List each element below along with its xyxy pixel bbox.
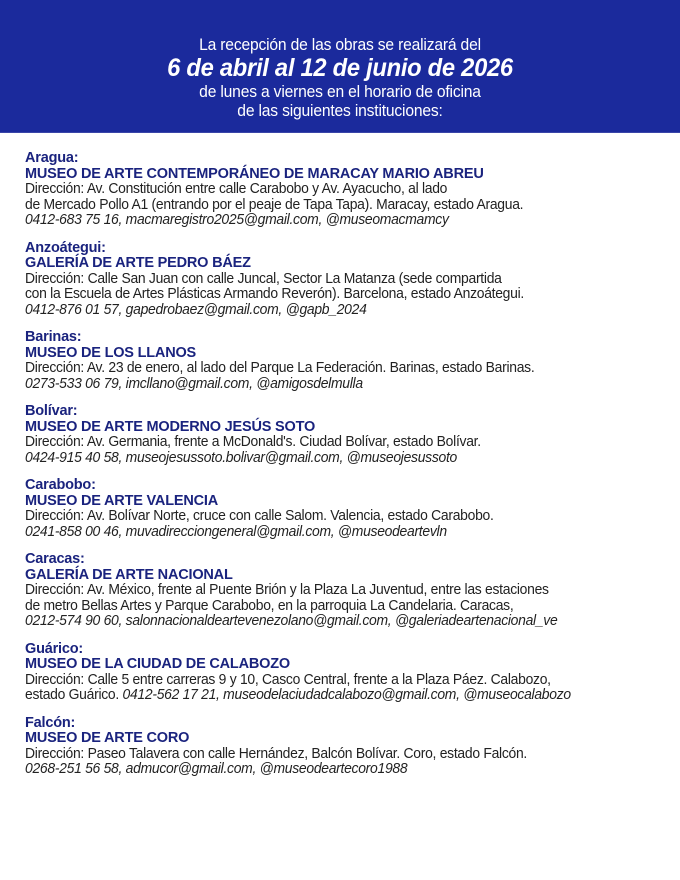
address: [25, 583, 654, 614]
contact-info: 0412-683 75 16, macmaregistro2025@gmail.com, @museomacmamcy: [25, 212, 449, 228]
address: [25, 509, 654, 525]
address-line: con la Escuela de Artes Plásticas Armando Reverón). Barcelona, estado Anzoátegui.: [25, 286, 524, 302]
contact-info: 0412-562 17 21, museodelaciudadcalabozo@gmail.com, @museocalabozo: [122, 687, 571, 703]
address: [25, 435, 654, 451]
institution-name: MUSEO DE LOS LLANOS: [25, 344, 197, 361]
address: [25, 182, 654, 213]
institution-name: MUSEO DE LA CIUDAD DE CALABOZO: [25, 656, 290, 672]
address-line: de Mercado Pollo A1 (entrando por el peaje de Tapa Tapa). Maracay, estado Aragua.: [25, 196, 524, 213]
state-label: Barinas:: [25, 329, 82, 345]
schedule-line: de lunes a viernes en el horario de oficina: [199, 82, 481, 101]
institution-entry-aragua: [25, 151, 680, 229]
contact-info: 0412-876 01 57, gapedrobaez@gmail.com, @gapb_2024: [25, 301, 367, 318]
institution-name: MUSEO DE ARTE MODERNO JESÚS SOTO: [25, 418, 316, 435]
institutions-intro: de las siguientes instituciones:: [237, 101, 443, 120]
state-label: Aragua:: [25, 150, 79, 166]
address-line: Dirección: Av. Germania, frente a McDonald's. Ciudad Bolívar, estado Bolívar.: [25, 434, 481, 450]
institution-entry-anzoategui: [25, 241, 680, 319]
address-line: Dirección: Av. Constitución entre calle Carabobo y Av. Ayacucho, al lado: [25, 181, 448, 197]
state-label: Guárico:: [25, 640, 84, 657]
address: [25, 361, 654, 377]
institution-name: MUSEO DE ARTE CONTEMPORÁNEO DE MARACAY MARIO ABREU: [25, 165, 484, 182]
state-label: Carabobo:: [25, 477, 96, 493]
institution-entry-bolivar: [25, 404, 680, 466]
address: [25, 673, 654, 704]
institution-entry-falcon: [25, 716, 680, 778]
institution-name: GALERÍA DE ARTE NACIONAL: [25, 566, 233, 583]
address-line: Dirección: Paseo Talavera con calle Hernández, Balcón Bolívar. Coro, estado Falcón.: [25, 745, 528, 762]
contact-info: 0212-574 90 60, salonnacionaldeartevenezolano@gmail.com, @galeriadeartenacional_ve: [25, 613, 558, 629]
state-label: Falcón:: [25, 714, 76, 731]
address-line: Dirección: Av. 23 de enero, al lado del Parque La Federación. Barinas, estado Barinas.: [25, 360, 535, 376]
state-label: Anzoátegui:: [25, 239, 106, 256]
intro-line: La recepción de las obras se realizará del: [199, 35, 481, 54]
address-line: Dirección: Calle San Juan con calle Juncal, Sector La Matanza (sede compartida: [25, 270, 502, 287]
state-label: Bolívar:: [25, 403, 78, 419]
address: [25, 272, 654, 303]
address-tail: estado Guárico.: [25, 687, 123, 703]
institution-entry-guarico: [25, 642, 680, 704]
contact-info: 0268-251 56 58, admucor@gmail.com, @museodeartecoro1988: [25, 761, 408, 777]
institution-name: MUSEO DE ARTE VALENCIA: [25, 492, 218, 509]
institution-name: MUSEO DE ARTE CORO: [25, 730, 190, 746]
address-line: Dirección: Av. Bolívar Norte, cruce con calle Salom. Valencia, estado Carabobo.: [25, 508, 494, 524]
state-label: Caracas:: [25, 551, 85, 567]
address-line: de metro Bellas Artes y Parque Carabobo, en la parroquia La Candelaria. Caracas,: [25, 597, 514, 614]
date-range: 6 de abril al 12 de junio de 2026: [167, 54, 513, 82]
address: [25, 747, 654, 763]
header-banner: [0, 0, 680, 133]
contact-info: 0273-533 06 79, imcllano@gmail.com, @amigosdelmulla: [25, 375, 363, 392]
address-line: Dirección: Av. México, frente al Puente Brión y la Plaza La Juventud, entre las estaciones: [25, 582, 549, 598]
institution-name: GALERÍA DE ARTE PEDRO BÁEZ: [25, 255, 251, 271]
address-line: Dirección: Calle 5 entre carreras 9 y 10, Casco Central, frente a la Plaza Páez. Calabozo,: [25, 671, 551, 688]
institution-entry-barinas: [25, 330, 680, 392]
address-line: [25, 688, 654, 704]
contact-info: 0424-915 40 58, museojesussoto.bolivar@gmail.com, @museojesussoto: [25, 449, 458, 466]
institutions-list: [0, 133, 680, 778]
institution-entry-carabobo: [25, 478, 680, 540]
institution-entry-caracas: [25, 552, 680, 630]
contact-info: 0241-858 00 46, muvadirecciongeneral@gmail.com, @museodeartevln: [25, 523, 447, 540]
